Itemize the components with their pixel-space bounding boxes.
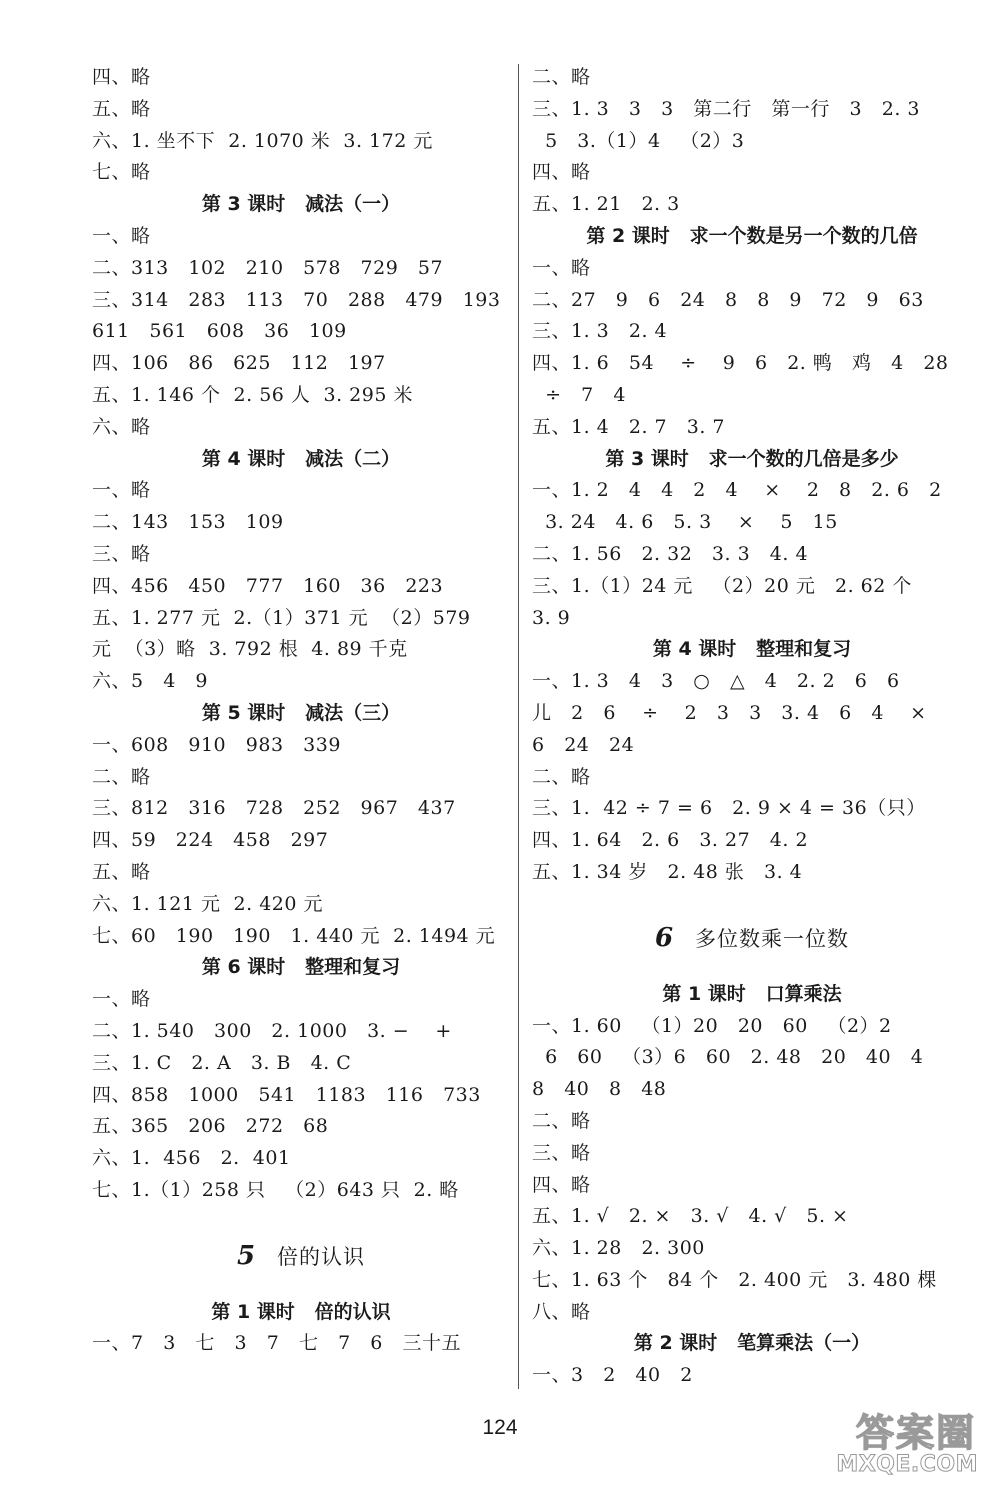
lesson-heading: 第 2 课时 求一个数是另一个数的几倍 xyxy=(586,224,918,247)
answer-line: 七、1.（1）258 只 （2）643 只 2. 略 xyxy=(92,1178,459,1201)
answer-line: 四、1. 64 2. 6 3. 27 4. 2 xyxy=(532,829,809,852)
lesson-heading: 第 3 课时 减法（一） xyxy=(201,193,401,216)
answer-line: 三、1.（1）24 元 （2）20 元 2. 62 个 xyxy=(532,574,912,597)
lesson-heading: 第 4 课时 整理和复习 xyxy=(652,638,852,661)
answer-line: 八、略 xyxy=(532,1300,591,1323)
answer-line: 七、60 190 190 1. 440 元 2. 1494 元 xyxy=(92,924,496,947)
left-answer-column xyxy=(92,62,510,1360)
answer-line: 三、1. C 2. A 3. B 4. C xyxy=(92,1051,352,1074)
answer-line: 五、1. 146 个 2. 56 人 3. 295 米 xyxy=(92,383,413,406)
chapter-title: 倍的认识 xyxy=(277,1244,366,1269)
answer-line: 五、365 206 272 68 xyxy=(92,1115,329,1138)
lesson-heading: 第 1 课时 倍的认识 xyxy=(211,1300,391,1323)
watermark-logo xyxy=(822,1402,982,1486)
answer-line: 六、1. 坐不下 2. 1070 米 3. 172 元 xyxy=(92,129,433,152)
answer-line: 一、7 3 七 3 7 七 7 6 三十五 xyxy=(92,1332,461,1355)
answer-line: 三、314 283 113 70 288 479 193 xyxy=(92,288,501,311)
watermark-url: MXQE.COM xyxy=(836,1452,978,1477)
answer-line: 三、812 316 728 252 967 437 xyxy=(92,797,456,820)
answer-line: 五、1. 277 元 2.（1）371 元 （2）579 xyxy=(92,606,471,629)
answer-line: 三、略 xyxy=(92,542,151,565)
chapter-number: 6 xyxy=(654,922,674,953)
answer-line: 七、1. 63 个 84 个 2. 400 元 3. 480 棵 xyxy=(532,1268,937,1291)
answer-line: 五、略 xyxy=(92,97,151,120)
answer-line: 儿 2 6 ÷ 2 3 3 3. 4 6 4 × xyxy=(532,701,927,724)
answer-line: 一、608 910 983 339 xyxy=(92,733,341,756)
answer-line: 六、5 4 9 xyxy=(92,670,209,693)
answer-line: 元 （3）略 3. 792 根 4. 89 千克 xyxy=(92,638,408,661)
answer-line: 五、1. 34 岁 2. 48 张 3. 4 xyxy=(532,860,803,883)
answer-line: 五、略 xyxy=(92,860,151,883)
watermark-logo-text: 答案圈 xyxy=(855,1411,976,1455)
answer-line: 四、略 xyxy=(532,161,591,184)
lesson-heading: 第 5 课时 减法（三） xyxy=(201,701,401,724)
answer-line: 四、59 224 458 297 xyxy=(92,829,329,852)
chapter-number: 5 xyxy=(236,1240,256,1271)
answer-line: 三、略 xyxy=(532,1141,591,1164)
answer-line: 一、1. 3 4 3 ○ △ 4 2. 2 6 6 xyxy=(532,670,900,693)
answer-line: 一、略 xyxy=(92,988,151,1011)
answer-line: 五、1. 4 2. 7 3. 7 xyxy=(532,415,726,438)
lesson-heading: 第 1 课时 口算乘法 xyxy=(662,982,842,1005)
chapter-heading xyxy=(532,903,972,965)
lesson-heading: 第 3 课时 求一个数的几倍是多少 xyxy=(605,447,899,470)
answer-line: 四、106 86 625 112 197 xyxy=(92,352,386,375)
answer-line: 二、1. 540 300 2. 1000 3. − + xyxy=(92,1019,452,1042)
answer-line: 一、略 xyxy=(532,256,591,279)
answer-line: 二、143 153 109 xyxy=(92,511,284,534)
answer-line: 一、略 xyxy=(92,479,151,502)
answer-line: ÷ 7 4 xyxy=(532,383,626,406)
lesson-heading: 第 4 课时 减法（二） xyxy=(201,447,401,470)
lesson-heading: 第 2 课时 笔算乘法（一） xyxy=(633,1332,871,1355)
answer-line: 611 561 608 36 109 xyxy=(92,320,347,343)
answer-line: 四、略 xyxy=(92,66,151,88)
answer-line: 5 3.（1）4 （2）3 xyxy=(532,129,745,152)
answer-line: 六、1. 121 元 2. 420 元 xyxy=(92,892,324,915)
answer-line: 六、1. 456 2. 401 xyxy=(92,1147,291,1170)
answer-line: 二、略 xyxy=(532,765,591,788)
answer-line: 3. 9 xyxy=(532,606,571,629)
answer-line: 二、313 102 210 578 729 57 xyxy=(92,256,444,279)
answer-line: 二、略 xyxy=(532,66,591,88)
answer-line: 二、1. 56 2. 32 3. 3 4. 4 xyxy=(532,542,809,565)
answer-line: 三、1. 3 2. 4 xyxy=(532,320,668,343)
answer-line: 3. 24 4. 6 5. 3 × 5 15 xyxy=(532,511,838,534)
answer-line: 二、略 xyxy=(532,1109,591,1132)
right-answer-column xyxy=(532,62,972,1392)
column-divider xyxy=(518,64,519,1389)
answer-line: 一、略 xyxy=(92,224,151,247)
answer-line: 一、1. 60 （1）20 20 60 （2）2 xyxy=(532,1014,892,1037)
chapter-title: 多位数乘一位数 xyxy=(695,926,850,951)
answer-line: 一、1. 2 4 4 2 4 × 2 8 2. 6 2 xyxy=(532,479,942,502)
answer-line: 6 60 （3）6 60 2. 48 20 40 4 xyxy=(532,1046,924,1069)
chapter-heading xyxy=(92,1221,510,1283)
lesson-heading: 第 6 课时 整理和复习 xyxy=(201,956,401,979)
answer-line: 8 40 8 48 xyxy=(532,1078,667,1101)
answer-line: 七、略 xyxy=(92,161,151,184)
answer-line: 二、略 xyxy=(92,765,151,788)
answer-line: 三、1. 3 3 3 第二行 第一行 3 2. 3 xyxy=(532,97,920,120)
answer-line: 五、1. 21 2. 3 xyxy=(532,193,680,216)
answer-line: 二、27 9 6 24 8 8 9 72 9 63 xyxy=(532,288,924,311)
answer-line: 6 24 24 xyxy=(532,733,635,756)
answer-line: 四、1. 6 54 ÷ 9 6 2. 鸭 鸡 4 28 xyxy=(532,352,949,375)
answer-line: 四、858 1000 541 1183 116 733 xyxy=(92,1083,481,1106)
answer-line: 一、3 2 40 2 xyxy=(532,1364,693,1387)
spacer xyxy=(92,1207,510,1221)
spacer xyxy=(532,965,972,979)
answer-line: 六、略 xyxy=(92,415,151,438)
answer-line: 六、1. 28 2. 300 xyxy=(532,1237,705,1260)
answer-line: 四、略 xyxy=(532,1173,591,1196)
answer-line: 五、1. √ 2. × 3. √ 4. √ 5. × xyxy=(532,1205,849,1228)
answer-line: 三、1. 42 ÷ 7 = 6 2. 9 × 4 = 36（只） xyxy=(532,797,926,820)
spacer xyxy=(532,889,972,903)
page-number: 124 xyxy=(482,1416,518,1439)
answer-line: 四、456 450 777 160 36 223 xyxy=(92,574,444,597)
spacer xyxy=(92,1283,510,1297)
